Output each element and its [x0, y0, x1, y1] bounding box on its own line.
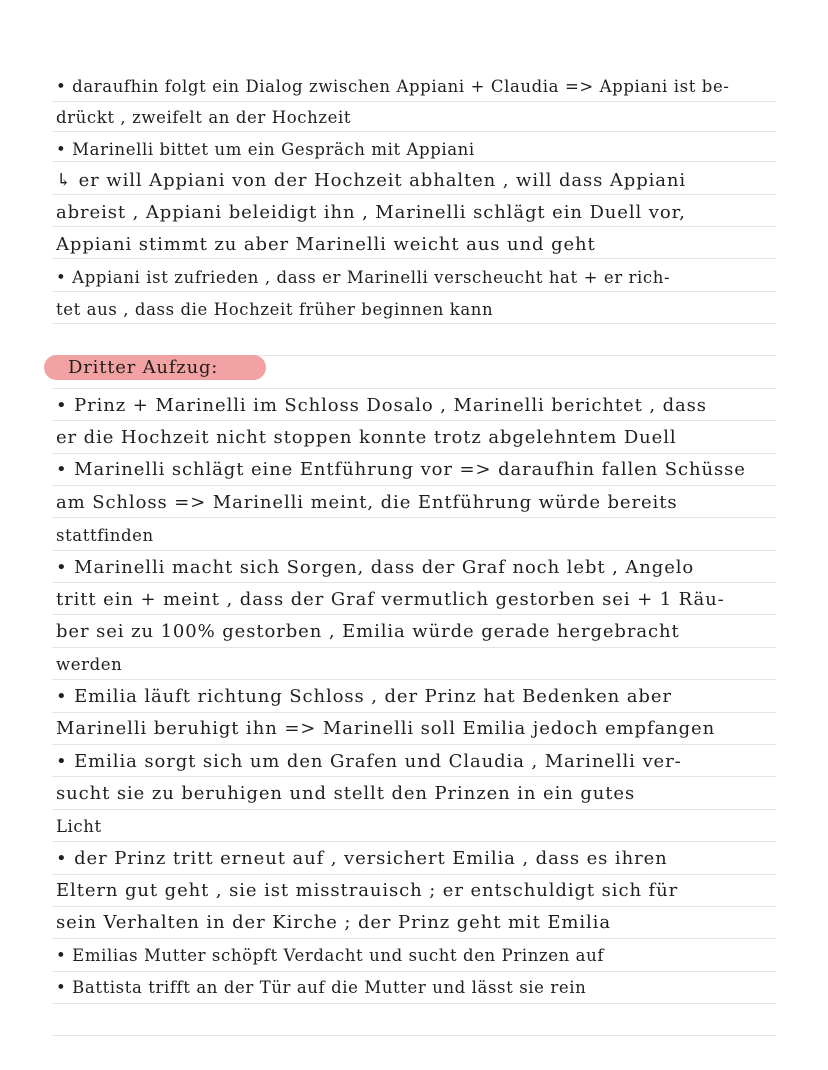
note-line: • Emilia läuft richtung Schloss , der Prinz hat Bedenken aber: [56, 686, 672, 707]
note-line: stattfinden: [56, 526, 154, 545]
ruled-line: [52, 131, 776, 132]
note-line: tritt ein + meint , dass der Graf vermutlich gestorben sei + 1 Räu-: [56, 589, 725, 610]
ruled-line: [52, 453, 776, 454]
note-line: ↳ er will Appiani von der Hochzeit abhalten , will dass Appiani: [56, 170, 687, 191]
ruled-line: [52, 712, 776, 713]
ruled-line: [52, 744, 776, 745]
ruled-line: [52, 323, 776, 324]
ruled-line: [52, 258, 776, 259]
ruled-line: [52, 101, 776, 102]
ruled-line: [52, 679, 776, 680]
ruled-line: [52, 291, 776, 292]
note-line: • Marinelli schlägt eine Entführung vor => daraufhin fallen Schüsse: [56, 459, 746, 480]
note-line: Marinelli beruhigt ihn => Marinelli soll Emilia jedoch empfangen: [56, 718, 716, 739]
note-line: sein Verhalten in der Kirche ; der Prinz geht mit Emilia: [56, 912, 611, 933]
note-line: tet aus , dass die Hochzeit früher beginnen kann: [56, 300, 494, 319]
note-line: • Prinz + Marinelli im Schloss Dosalo , Marinelli berichtet , dass: [56, 395, 707, 416]
ruled-line: [52, 582, 776, 583]
note-line: • der Prinz tritt erneut auf , versichert Emilia , dass es ihren: [56, 848, 668, 869]
ruled-line: [52, 550, 776, 551]
note-line: er die Hochzeit nicht stoppen konnte trotz abgelehntem Duell: [56, 427, 677, 448]
ruled-line: [52, 841, 776, 842]
ruled-line: [52, 1035, 776, 1036]
note-line: Licht: [56, 817, 102, 836]
section-heading: Dritter Aufzug:: [68, 357, 219, 378]
ruled-line: [52, 874, 776, 875]
note-line: am Schloss => Marinelli meint, die Entführung würde bereits: [56, 492, 678, 513]
note-line: • Emilia sorgt sich um den Grafen und Claudia , Marinelli ver-: [56, 751, 682, 772]
note-line: ber sei zu 100% gestorben , Emilia würde gerade hergebracht: [56, 621, 680, 642]
note-line: • Appiani ist zufrieden , dass er Marinelli verscheucht hat + er rich-: [56, 268, 671, 287]
ruled-line: [52, 485, 776, 486]
ruled-line: [52, 614, 776, 615]
ruled-line: [52, 1003, 776, 1004]
ruled-line: [52, 776, 776, 777]
note-line: • Emilias Mutter schöpft Verdacht und sucht den Prinzen auf: [56, 946, 605, 965]
note-line: Appiani stimmt zu aber Marinelli weicht aus und geht: [56, 234, 596, 255]
note-line: • Marinelli bittet um ein Gespräch mit Appiani: [56, 140, 475, 159]
ruled-line: [52, 388, 776, 389]
ruled-line: [52, 906, 776, 907]
note-line: • Marinelli macht sich Sorgen, dass der Graf noch lebt , Angelo: [56, 557, 695, 578]
ruled-line: [52, 420, 776, 421]
note-line: • Battista trifft an der Tür auf die Mutter und lässt sie rein: [56, 978, 587, 997]
note-line: werden: [56, 655, 123, 674]
ruled-line: [52, 809, 776, 810]
note-line: • daraufhin folgt ein Dialog zwischen Appiani + Claudia => Appiani ist be-: [56, 77, 730, 96]
ruled-line: [52, 517, 776, 518]
ruled-line: [52, 938, 776, 939]
ruled-line: [52, 971, 776, 972]
note-line: sucht sie zu beruhigen und stellt den Prinzen in ein gutes: [56, 783, 636, 804]
note-line: Eltern gut geht , sie ist misstrauisch ; er entschuldigt sich für: [56, 880, 679, 901]
ruled-line: [52, 647, 776, 648]
ruled-line: [52, 226, 776, 227]
note-line: drückt , zweifelt an der Hochzeit: [56, 108, 352, 127]
ruled-line: [52, 161, 776, 162]
ruled-line: [52, 194, 776, 195]
note-line: abreist , Appiani beleidigt ihn , Marinelli schlägt ein Duell vor,: [56, 202, 686, 223]
